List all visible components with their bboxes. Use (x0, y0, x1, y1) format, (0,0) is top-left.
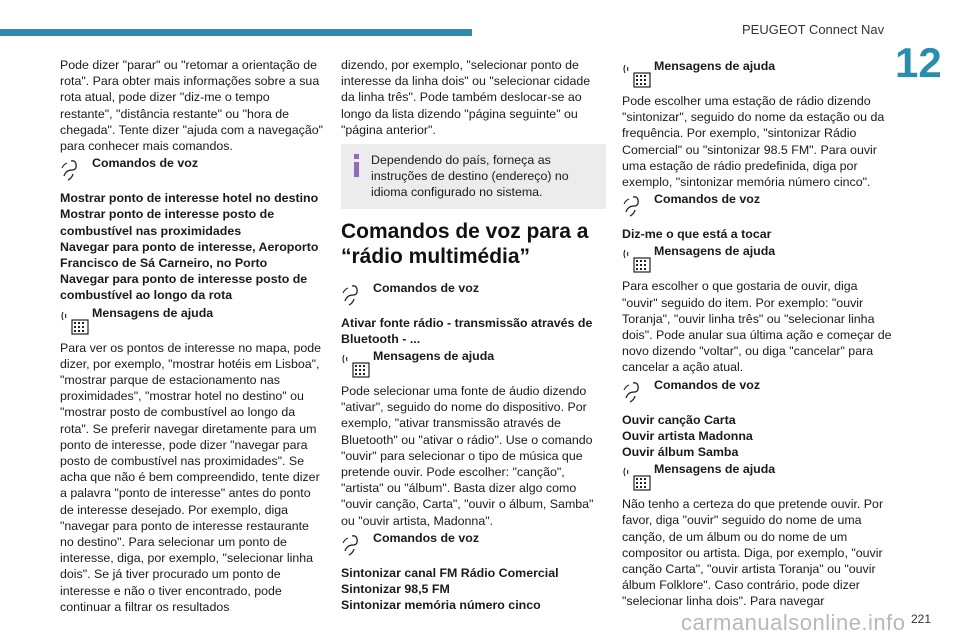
help-paragraph: Pode selecionar uma fonte de áudio dizendo "ativar", seguido do nome do dispositivo. Por exemplo, "ativar transmissão através de Bluetooth" ou "ativar o rádio". Use o comando "ouvir" para selecionar o tipo de música que pretende ouvir. Pode escolher: "canção", "artista" ou "álbum". Basta dizer algo como "ouvir canção, Carta", "ouvir o álbum, Samba" ou "ouvir artista, Madonna". (341, 384, 594, 528)
command-item: Sintonizar 98,5 FM (341, 582, 450, 597)
watermark: carmanualsonline.info (681, 610, 906, 635)
help-messages-label: Mensagens de ajuda (654, 462, 776, 477)
voice-commands-label: Comandos de voz (654, 377, 761, 392)
voice-command-icon (622, 380, 654, 406)
help-messages-header (622, 242, 894, 272)
help-message-icon (622, 464, 654, 490)
voice-commands-header (341, 529, 606, 559)
chapter-number: 12 (895, 39, 942, 86)
info-icon (349, 153, 365, 201)
help-paragraph: Para escolher o que gostaria de ouvir, diga "ouvir" seguido do item. Por exemplo: "ouvir Toranja", "ouvir linha três" ou "selecionar linha dois". Pode anular sua última ação e começar de novo dizendo "voltar", ou diga "cancelar" para cancelar a ação atual. (622, 279, 892, 375)
help-messages-label: Mensagens de ajuda (654, 59, 776, 73)
help-messages-label: Mensagens de ajuda (92, 305, 214, 320)
help-messages-label: Mensagens de ajuda (654, 244, 776, 259)
command-item: Ouvir canção Carta (622, 412, 736, 427)
voice-commands-header (60, 154, 325, 184)
info-note (341, 144, 606, 209)
command-item: Ativar fonte rádio - transmissão através de Bluetooth - ... (341, 315, 593, 346)
command-item: Sintonizar canal FM Rádio Comercial (341, 565, 559, 580)
intro-paragraph: Pode dizer "parar" ou "retomar a orientação de rota". Para obter mais informações sobre a sua rota atual, pode dizer "diz-me o tempo restante", "distância restante" ou "hora de chegada". Tente dizer "ajuda com a navegação" para conhecer mais comandos. (60, 58, 324, 154)
help-messages-label: Mensagens de ajuda (373, 349, 495, 364)
command-item: Navegar para ponto de interesse posto de combustível ao longo da rota (60, 272, 308, 303)
help-message-icon (341, 351, 373, 377)
page-number: 221 (911, 612, 932, 626)
voice-commands-label: Comandos de voz (373, 530, 480, 545)
voice-command-icon (341, 533, 373, 559)
command-item: Sintonizar memória número cinco (341, 598, 541, 613)
help-messages-header (341, 347, 606, 377)
voice-command-icon (622, 194, 654, 220)
voice-command-icon (341, 283, 373, 309)
command-item: Navegar para ponto de interesse, Aeroporto Francisco de Sá Carneiro, no Porto (60, 239, 319, 271)
help-message-icon (622, 61, 654, 87)
help-paragraph: Para ver os pontos de interesse no mapa, pode dizer, por exemplo, "mostrar hotéis em Lisboa", "mostrar parque de estacionamento nas proximidades", "mostrar hotel no destino" ou "mostrar posto de combustível ao longo da rota". Se preferir navegar diretamente para um ponto de interesse, pode dizer "navegar para posto de combustível nas proximidades". Se acha que não é bem compreendido, tente dizer a palavra "ponto de interesse" antes do ponto de interesse desejado. Por exemplo, diga "navegar para ponto de interesse restaurante no destino". Para selecionar um ponto de interesse, diga, por exemplo, "selecionar linha dois". Se já tiver procurado um ponto de interesse e não o tiver encontrado, pode continuar a filtrar os resultados (60, 340, 322, 614)
command-item: Mostrar ponto de interesse hotel no destino (60, 191, 319, 206)
command-item: Mostrar ponto de interesse posto de combustível nas proximidades (60, 207, 275, 238)
command-list (622, 412, 894, 461)
help-paragraph: Não tenho a certeza do que pretende ouvir. Por favor, diga "ouvir" seguido do nome de uma canção, de um álbum ou do nome de um compositor ou artista. Diga, por exemplo, "ouvir canção Carta", "ouvir artista Toranja" ou "ouvir álbum Folklore". Caso contrário, pode dizer "selecionar linha dois". Para navegar (622, 497, 884, 609)
voice-command-icon (60, 158, 92, 184)
command-item: Diz-me o que está a tocar (622, 227, 772, 242)
column-3 (622, 57, 894, 610)
info-text: Dependendo do país, forneça as instruções de destino (endereço) no idioma configurado no sistema. (371, 153, 569, 200)
continuation-paragraph: dizendo, por exemplo, "selecionar ponto de interesse da linha dois" ou "selecionar cidade da linha três". Pode também deslocar-se ao longo da lista dizendo "página seguinte" ou "página anterior". (341, 58, 591, 137)
voice-commands-header (622, 376, 894, 406)
column-1 (60, 57, 325, 615)
command-item: Ouvir artista Madonna (622, 428, 753, 443)
help-messages-header (622, 460, 894, 490)
voice-commands-header (341, 279, 606, 309)
section-title: Comandos de voz para a “rádio multimédia” (341, 219, 589, 268)
help-messages-header (622, 57, 894, 87)
help-paragraph: Pode escolher uma estação de rádio dizendo "sintonizar", seguido do nome da estação ou da frequência. Por exemplo, "sintonizar Rádio Comercial" ou "sintonizar 98.5 FM". Para ouvir uma estação de rádio predefinida, diga por exemplo, "sintonizar memória número cinco". (622, 94, 885, 190)
header-title: PEUGEOT Connect Nav (742, 22, 885, 37)
help-message-icon (622, 246, 654, 272)
voice-commands-label: Comandos de voz (92, 156, 199, 171)
voice-commands-header (622, 190, 894, 220)
command-item: Ouvir álbum Samba (622, 445, 739, 460)
command-list (60, 190, 325, 303)
voice-commands-label: Comandos de voz (373, 280, 480, 295)
help-message-icon (60, 308, 92, 334)
column-2 (341, 57, 606, 613)
header-accent-bar (0, 29, 472, 36)
command-list (341, 565, 606, 614)
help-messages-header (60, 304, 325, 334)
voice-commands-label: Comandos de voz (654, 192, 761, 207)
